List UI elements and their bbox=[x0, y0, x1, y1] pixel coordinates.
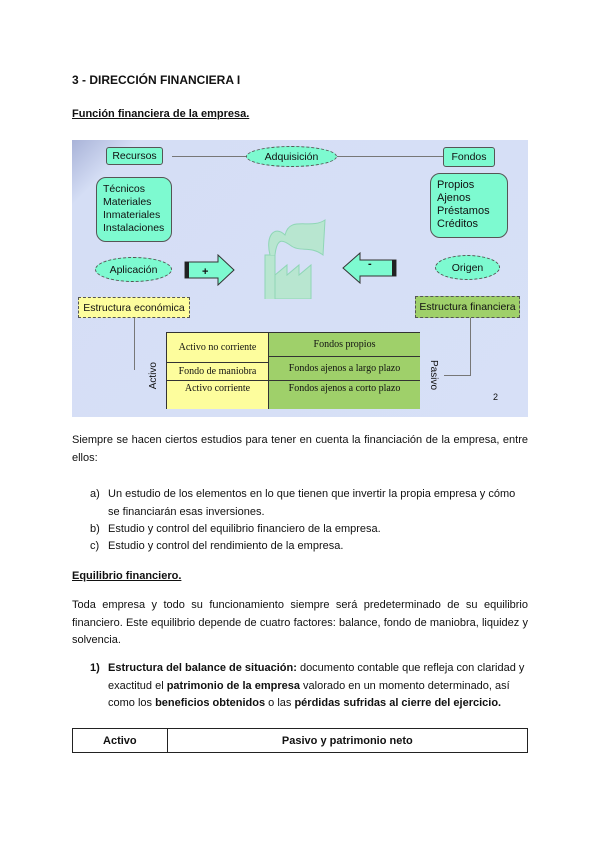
bold-text: Estructura del balance de situación: bbox=[108, 662, 297, 674]
pasivo-label: Pasivo bbox=[428, 360, 439, 391]
recursos-box: Recursos bbox=[106, 147, 163, 165]
list-item: Préstamos bbox=[437, 205, 490, 217]
financial-function-diagram bbox=[72, 140, 528, 417]
activo-label: Activo bbox=[148, 362, 159, 390]
numbered-item-1 bbox=[90, 660, 528, 713]
cell-fondos-largo: Fondos ajenos a largo plazo bbox=[269, 357, 420, 381]
estructura-financiera-box: Estructura financiera bbox=[415, 296, 520, 318]
list-text: Estudio y control del equilibrio financiero de la empresa. bbox=[108, 523, 381, 535]
minus-sign: - bbox=[368, 258, 372, 270]
cell-fondo-maniobra: Fondo de maniobra bbox=[167, 363, 269, 381]
connector-line bbox=[134, 318, 135, 370]
fondos-box: Fondos bbox=[443, 147, 495, 167]
list-text: Estudio y control del rendimiento de la empresa. bbox=[108, 540, 344, 552]
cell-activo-no-corriente: Activo no corriente bbox=[167, 333, 269, 363]
cell-fondos-propios: Fondos propios bbox=[269, 333, 420, 357]
list-item bbox=[90, 538, 528, 556]
header-activo: Activo bbox=[73, 729, 168, 753]
balance-diagram-table bbox=[166, 332, 420, 409]
list-text bbox=[90, 660, 528, 713]
section-heading-equilibrio: Equilibrio financiero. bbox=[72, 570, 182, 582]
list-item bbox=[90, 486, 528, 521]
list-item bbox=[90, 521, 528, 539]
equilibrio-paragraph: Toda empresa y todo su funcionamiento siempre será predeterminado de su equilibrio financiero. Este equilibrio depende de cuatro factores: balance, fondo de maniobra, liquidez y solvencia. bbox=[72, 599, 528, 646]
fondos-list-box bbox=[430, 173, 508, 238]
cell-activo-corriente: Activo corriente bbox=[167, 381, 269, 409]
list-item: Inmateriales bbox=[103, 209, 161, 221]
list-marker: b) bbox=[90, 523, 100, 535]
header-pasivo: Pasivo y patrimonio neto bbox=[167, 729, 527, 753]
cell-fondos-corto: Fondos ajenos a corto plazo bbox=[269, 381, 420, 409]
list-item: Instalaciones bbox=[103, 222, 165, 234]
connector-line bbox=[172, 156, 246, 157]
list-marker: a) bbox=[90, 488, 100, 500]
list-item: Ajenos bbox=[437, 192, 471, 204]
adquisicion-ellipse: Adquisición bbox=[246, 146, 337, 167]
plus-sign: + bbox=[202, 266, 209, 278]
factory-icon bbox=[255, 215, 335, 299]
intro-paragraph: Siempre se hacen ciertos estudios para tener en cuenta la financiación de la empresa, entre ellos: bbox=[72, 434, 528, 464]
section-heading-funcion: Función financiera de la empresa. bbox=[72, 108, 250, 120]
estructura-economica-box: Estructura económica bbox=[78, 297, 190, 318]
list-marker: c) bbox=[90, 540, 100, 552]
list-marker: 1) bbox=[90, 662, 100, 674]
right-arrow-icon bbox=[184, 254, 236, 286]
slide-number: 2 bbox=[493, 392, 499, 402]
list-item: Técnicos bbox=[103, 183, 146, 195]
list-item: Créditos bbox=[437, 218, 478, 230]
page-title: 3 - DIRECCIÓN FINANCIERA I bbox=[72, 73, 241, 87]
list-text: Un estudio de los elementos en lo que tienen que invertir la propia empresa y cómo se financiarán esas inversiones. bbox=[108, 488, 516, 518]
connector-line bbox=[337, 156, 443, 157]
recursos-list-box bbox=[96, 177, 172, 242]
aplicacion-ellipse: Aplicación bbox=[95, 257, 172, 282]
list-item: Materiales bbox=[103, 196, 152, 208]
text: documento contable que refleja con claridad y exactitud el bbox=[108, 662, 525, 692]
bold-text: patrimonio de la empresa bbox=[166, 679, 300, 692]
origen-ellipse: Origen bbox=[435, 255, 500, 280]
bold-text: beneficios obtenidos bbox=[155, 697, 266, 709]
text: valorado en un momento determinado, así como los bbox=[108, 679, 510, 709]
bold-text: pérdidas sufridas al cierre del ejercicio. bbox=[294, 697, 502, 709]
connector-line bbox=[444, 375, 471, 376]
list-item: Propios bbox=[437, 179, 475, 191]
connector-line bbox=[470, 318, 471, 375]
text: o las bbox=[265, 697, 295, 709]
balance-table bbox=[72, 728, 528, 753]
